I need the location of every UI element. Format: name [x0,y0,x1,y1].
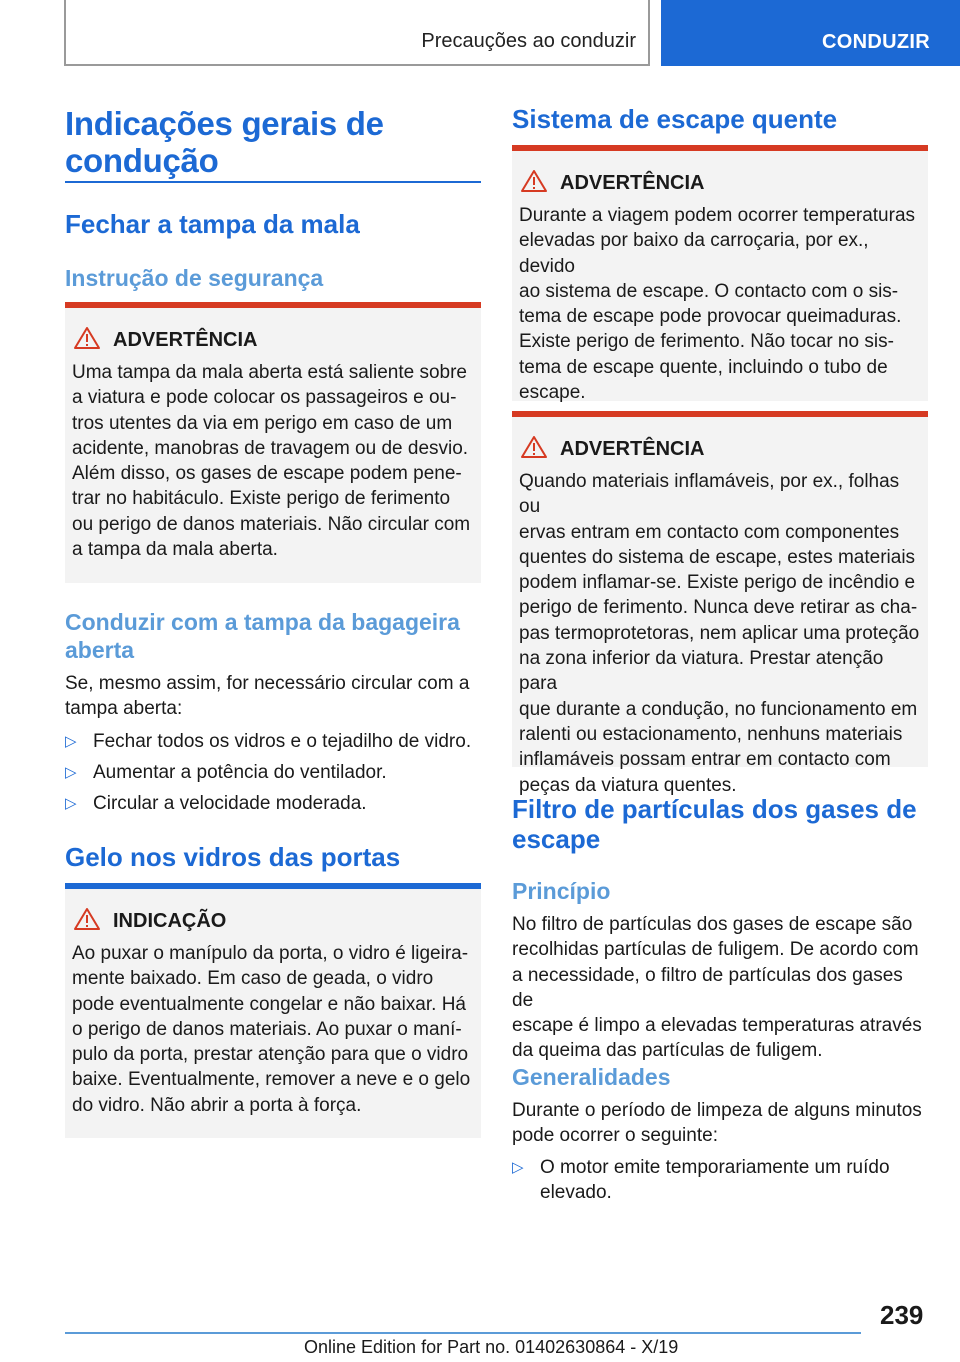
warning-triangle-icon [73,326,101,350]
warning-line: elevadas por baixo da carroçaria, por ex., devido [519,230,869,277]
header-chapter-tab [661,0,960,66]
warning-line: peças da viatura quentes. [519,774,737,796]
page-title-line2: condução [65,142,219,179]
warning-box-exhaust [512,145,928,404]
note-line: pulo da porta, prestar atenção para que o vidro [72,1044,469,1066]
warning-line: Durante a viagem podem ocorrer temperaturas [519,205,916,226]
warning-line: escape. [519,382,586,404]
note-body [72,941,474,1118]
warning-body [519,469,921,798]
warning-line: trar no habitáculo. Existe perigo de ferimento [72,488,451,510]
note-line: pode eventualmente congelar e não baixar. Há [72,993,466,1015]
heading-safety: Instrução de segurança [65,265,324,291]
principle-line: a necessidade, o filtro de partículas dos gases de [512,964,903,1011]
warning-line: a viatura e pode colocar os passageiros e ou- [72,387,457,409]
heading-filter-line2: escape [512,824,601,854]
warning-line: tema de escape quente, incluindo o tubo de [519,356,888,378]
heading-filter-line1: Filtro de partículas dos gases de [512,794,917,824]
warning-line: Uma tampa da mala aberta está saliente sobre [72,362,467,383]
warning-box-trunk [65,302,481,583]
heading-open-trunk-line1: Conduzir com a tampa da bagageira [65,609,460,635]
title-rule [65,181,481,183]
warning-line: ralenti ou estacionamento, nenhuns materiais [519,723,903,745]
warning-line: perigo de ferimento. Nunca deve retirar as cha- [519,597,918,619]
warning-line: Quando materiais inflamáveis, por ex., folhas ou [519,471,900,518]
warning-line: Existe perigo de ferimento. Não tocar no sis- [519,331,894,353]
note-title: INDICAÇÃO [113,910,227,932]
open-intro-line2: tampa aberta: [65,698,183,719]
header-chapter-label: CONDUZIR [822,31,930,53]
warning-box-flammable [512,411,928,796]
note-line: do vidro. Não abrir a porta à força. [72,1094,362,1116]
heading-general: Generalidades [512,1064,671,1090]
heading-trunk: Fechar a tampa da mala [65,209,360,239]
general-line: Durante o período de limpeza de alguns minutos [512,1100,922,1121]
bullet-triangle-icon: ▷ [65,795,77,812]
general-paragraph [512,1098,922,1149]
principle-line: recolhidas partículas de fuligem. De acordo com [512,939,919,961]
warning-line: tema de escape pode provocar queimaduras. [519,306,902,328]
warning-line: ou perigo de danos materiais. Não circular com [72,513,471,535]
principle-line: No filtro de partículas dos gases de escape são [512,914,913,935]
warning-line: Além disso, os gases de escape podem pene- [72,463,462,485]
warning-line: inflamáveis possam entrar em contacto com [519,749,891,771]
principle-line: escape é limpo a elevadas temperaturas através [512,1015,922,1037]
warning-triangle-icon [520,435,548,459]
general-line: pode ocorrer o seguinte: [512,1125,718,1147]
open-intro-line1: Se, mesmo assim, for necessário circular com a [65,673,470,694]
header-section-title: Precauções ao conduzir [421,30,636,52]
page-number: 239 [880,1300,924,1330]
bullet-triangle-icon: ▷ [512,1159,524,1176]
warning-line: tros utentes da via em perigo em caso de um [72,412,453,434]
note-box-ice [65,883,481,1138]
warning-title: ADVERTÊNCIA [113,329,258,351]
warning-body [519,203,921,405]
warning-line: ervas entram em contacto com componentes [519,521,900,543]
warning-line: na zona inferior da viatura. Prestar atenção para [519,648,884,695]
warning-line: pas termoprotetoras, nem aplicar uma proteção [519,622,920,644]
principle-paragraph [512,912,928,1064]
warning-line: a tampa da mala aberta. [72,539,278,561]
footer-rule [65,1332,861,1334]
bullet-triangle-icon: ▷ [65,764,77,781]
heading-exhaust: Sistema de escape quente [512,104,838,134]
warning-line: ao sistema de escape. O contacto com o sis- [519,280,899,302]
note-line: Ao puxar o manípulo da porta, o vidro é ligeira- [72,943,469,964]
warning-line: que durante a condução, no funcionamento em [519,698,918,720]
heading-principle: Princípio [512,878,611,904]
warning-line: quentes do sistema de escape, estes materiais [519,546,916,568]
notice-triangle-icon [73,907,101,931]
note-line: baixe. Eventualmente, remover a neve e o gelo [72,1069,471,1091]
warning-body [72,360,474,562]
principle-line: da queima das partículas de fuligem. [512,1040,823,1062]
warning-line: podem inflamar-se. Existe perigo de incêndio e [519,572,916,594]
page-title-line1: Indicações gerais de [65,105,384,142]
heading-open-trunk-line2: aberta [65,637,135,663]
footer-edition: Online Edition for Part no. 01402630864 - X/19 [304,1337,679,1357]
heading-ice: Gelo nos vidros das portas [65,842,401,872]
bullet-triangle-icon: ▷ [65,733,77,750]
note-line: mente baixado. Em caso de geada, o vidro [72,968,434,990]
note-line: o perigo de danos materiais. Ao puxar o maní- [72,1018,462,1040]
warning-title: ADVERTÊNCIA [560,438,705,460]
warning-line: acidente, manobras de travagem ou de desvio. [72,437,469,459]
warning-title: ADVERTÊNCIA [560,172,705,194]
warning-triangle-icon [520,169,548,193]
